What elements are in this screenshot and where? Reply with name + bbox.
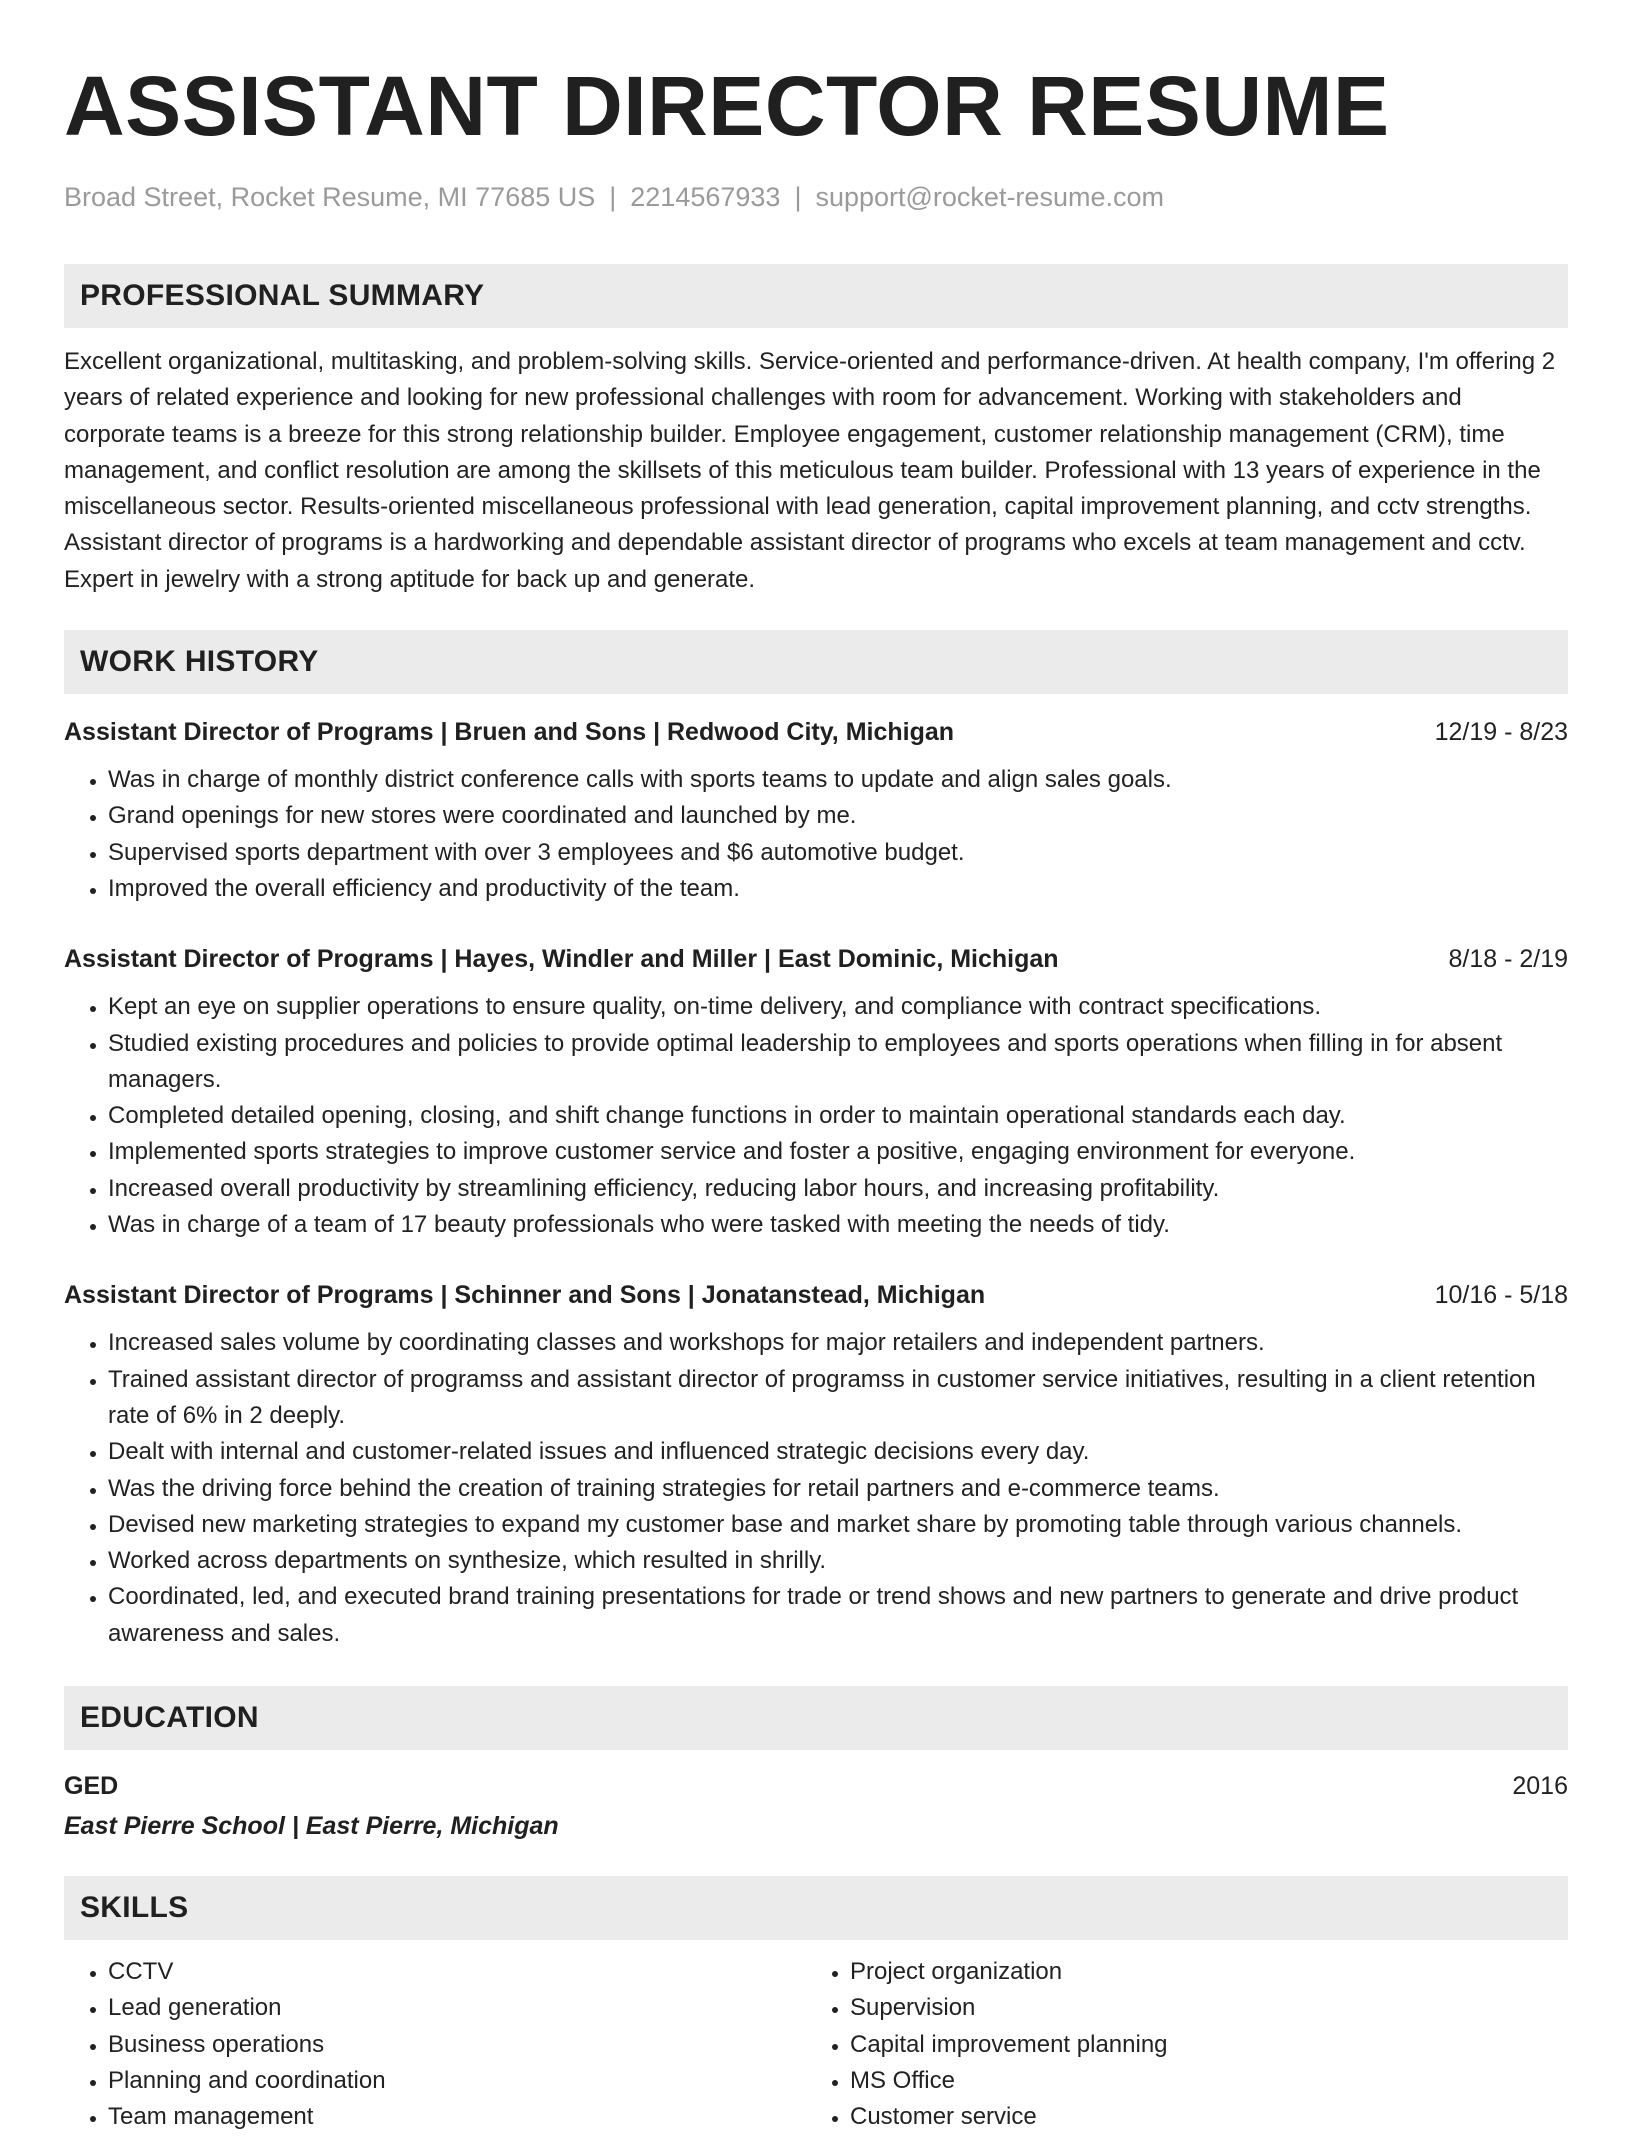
job-bullet: • Increased sales volume by coordinating classes and workshops for major retailers and independent partners.	[108, 1325, 1568, 1361]
education-year: 2016	[1512, 1772, 1568, 1801]
job-bullet: • Trained assistant director of programss and assistant director of programss in customer service initiatives, resulting in a client retention rate of 6% in 2 deeply.	[108, 1362, 1568, 1435]
skills-column-left	[64, 1954, 806, 2135]
skill-item: • MS Office	[850, 2063, 1548, 2099]
job-title: Assistant Director of Programs | Bruen and Sons | Redwood City, Michigan	[64, 718, 955, 747]
skills-column-right	[806, 1954, 1548, 2135]
skill-item: • Capital improvement planning	[850, 2027, 1548, 2063]
job-title: Assistant Director of Programs | Hayes, Windler and Miller | East Dominic, Michigan	[64, 945, 1059, 974]
contact-phone: 2214567933	[630, 182, 781, 212]
section-header-skills: SKILLS	[64, 1876, 1568, 1940]
job-entry	[64, 941, 1568, 1243]
job-bullet: • Completed detailed opening, closing, and shift change functions in order to maintain operational standards each day.	[108, 1098, 1568, 1134]
job-header	[64, 941, 1568, 977]
job-bullets	[64, 989, 1568, 1243]
job-bullet: • Was the driving force behind the creation of training strategies for retail partners and e-commerce teams.	[108, 1471, 1568, 1507]
job-dates: 12/19 - 8/23	[1434, 718, 1568, 747]
contact-address: Broad Street, Rocket Resume, MI 77685 US	[64, 182, 596, 212]
job-bullet: • Improved the overall efficiency and productivity of the team.	[108, 871, 1568, 907]
resume-title: ASSISTANT DIRECTOR RESUME	[64, 59, 1390, 153]
job-bullet: • Kept an eye on supplier operations to ensure quality, on-time delivery, and compliance with contract specifications.	[108, 989, 1568, 1025]
job-entry	[64, 1277, 1568, 1652]
job-bullet: • Increased overall productivity by streamlining efficiency, reducing labor hours, and increasing profitability.	[108, 1171, 1568, 1207]
job-bullet: • Studied existing procedures and policies to provide optimal leadership to employees and sports operations when filling in for absent managers.	[108, 1026, 1568, 1099]
skill-item: • CCTV	[108, 1954, 806, 1990]
section-header-work-history: WORK HISTORY	[64, 630, 1568, 694]
job-header	[64, 714, 1568, 750]
contact-line	[64, 180, 1568, 214]
job-bullet: • Worked across departments on synthesize, which resulted in shrilly.	[108, 1543, 1568, 1579]
education-school: East Pierre School | East Pierre, Michigan	[64, 1812, 559, 1841]
skill-item: • Customer service	[850, 2099, 1548, 2135]
job-bullets	[64, 762, 1568, 907]
job-bullet: • Coordinated, led, and executed brand training presentations for trade or trend shows and new partners to generate and drive product awareness and sales.	[108, 1579, 1568, 1652]
skills-list	[64, 1954, 1568, 2135]
job-entry	[64, 714, 1568, 907]
contact-separator: |	[794, 182, 802, 212]
summary-text: Excellent organizational, multitasking, and problem-solving skills. Service-oriented and performance-driven. At health company, I'm offering 2 years of related experience and looking for new professional challenges with room for advancement. Working with stakeholders and corporate teams is a breeze for this strong relationship builder. Employee engagement, customer relationship management (CRM), time management, and conflict resolution are among the skillsets of this meticulous team builder. Professional with 13 years of experience in the miscellaneous sector. Results-oriented miscellaneous professional with lead generation, capital improvement planning, and cctv strengths. Assistant director of programs is a hardworking and dependable assistant director of programs who excels at team management and cctv. Expert in jewelry with a strong aptitude for back up and generate.	[64, 348, 1556, 593]
job-bullet: • Was in charge of monthly district conference calls with sports teams to update and align sales goals.	[108, 762, 1568, 798]
section-header-education: EDUCATION	[64, 1686, 1568, 1750]
job-title: Assistant Director of Programs | Schinner and Sons | Jonatanstead, Michigan	[64, 1281, 986, 1310]
contact-email: support@rocket-resume.com	[815, 182, 1164, 212]
job-bullet: • Was in charge of a team of 17 beauty professionals who were tasked with meeting the needs of tidy.	[108, 1207, 1568, 1243]
job-bullets	[64, 1325, 1568, 1652]
skill-item: • Planning and coordination	[108, 2063, 806, 2099]
job-bullet: • Dealt with internal and customer-related issues and influenced strategic decisions every day.	[108, 1434, 1568, 1470]
job-bullet: • Devised new marketing strategies to expand my customer base and market share by promoting table through various channels.	[108, 1507, 1568, 1543]
education-degree: GED	[64, 1772, 119, 1801]
contact-separator: |	[609, 182, 617, 212]
job-bullet: • Supervised sports department with over 3 employees and $6 automotive budget.	[108, 835, 1568, 871]
skill-item: • Supervision	[850, 1990, 1548, 2026]
education-header	[64, 1768, 1568, 1804]
skill-item: • Team management	[108, 2099, 806, 2135]
skill-item: • Project organization	[850, 1954, 1548, 1990]
job-header	[64, 1277, 1568, 1313]
skill-item: • Business operations	[108, 2027, 806, 2063]
job-bullet: • Implemented sports strategies to improve customer service and foster a positive, engaging environment for everyone.	[108, 1134, 1568, 1170]
skill-item: • Lead generation	[108, 1990, 806, 2026]
job-bullet: • Grand openings for new stores were coordinated and launched by me.	[108, 798, 1568, 834]
section-header-summary: PROFESSIONAL SUMMARY	[64, 264, 1568, 328]
job-dates: 8/18 - 2/19	[1448, 945, 1568, 974]
job-dates: 10/16 - 5/18	[1434, 1281, 1568, 1310]
